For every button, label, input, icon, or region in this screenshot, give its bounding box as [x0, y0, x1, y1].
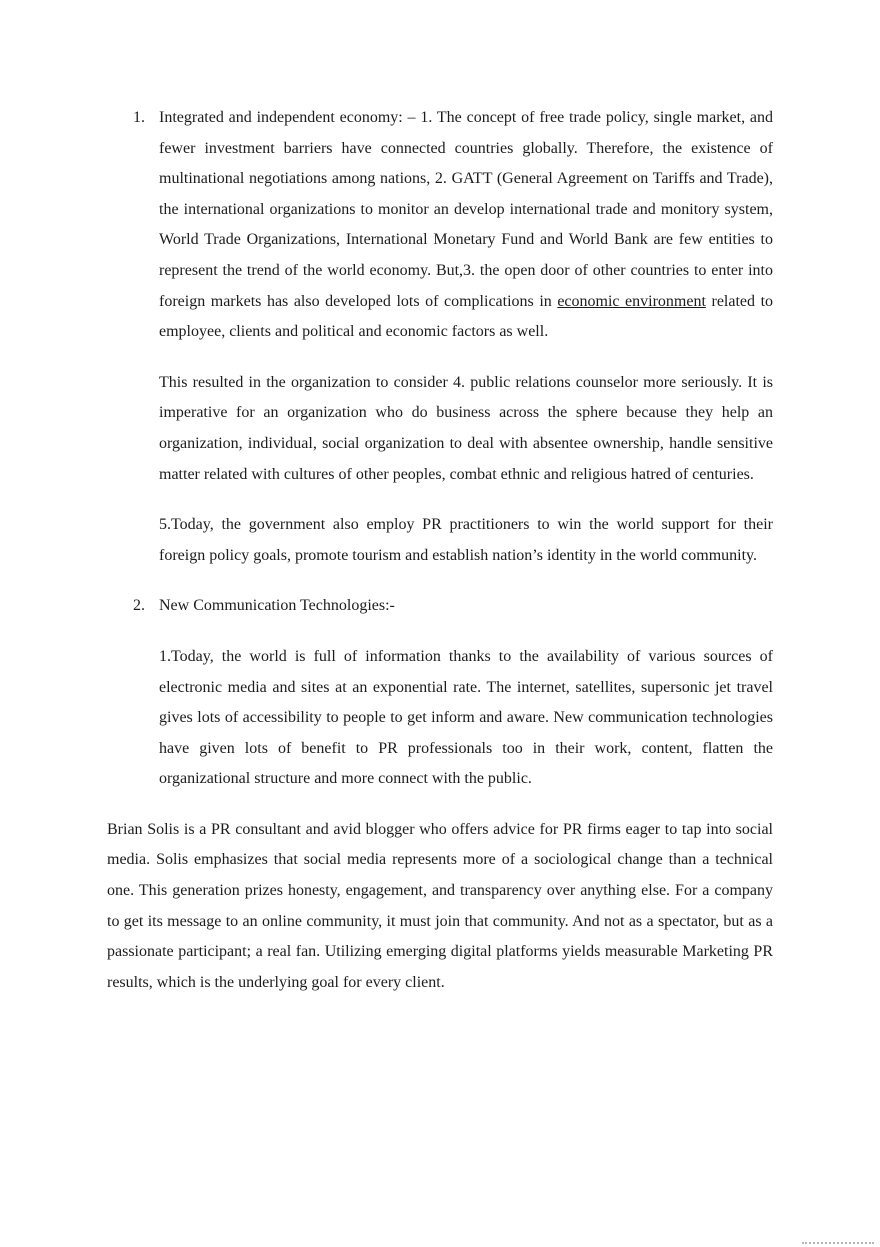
closing-paragraph: Brian Solis is a PR consultant and avid blogger who offers advice for PR firms eager to tap into social media. Solis emphasizes that social media represents more of a sociological change than a technical one. This generation prizes honesty, engagement, and transparency over anything else. For a company to get its message to an online community, it must join that community. And not as a spectator, but as a passionate participant; a real fan. Utilizing emerging digital platforms yields measurable Marketing PR results, which is the underlying goal for every client. — [107, 820, 773, 991]
item-2-heading: New Communication Technologies:- — [159, 597, 395, 615]
item-2-number: 2. — [133, 597, 145, 615]
underlined-term: economic environment — [557, 292, 706, 310]
paragraph-text-before-underline: Integrated and independent economy: – 1. The concept of free trade policy, single market, and fewer investment barriers have connected countries globally. Therefore, the existence of multinational negotiations among nations, 2. GATT (General Agreement on Tariffs and Trade), the international organizations to monitor an develop international trade and monitory system, World Trade Organizations, International Monetary Fund and World Bank are few entities to represent the trend of the world economy. But,3. the open door of other countries to enter into foreign markets has also developed lots of complications in — [159, 109, 773, 310]
item-1-body — [159, 103, 773, 571]
item-2-paragraph-1: 1.Today, the world is full of information thanks to the availability of various sources of electronic media and sites at an exponential rate. The internet, satellites, supersonic jet travel gives lots of accessibility to people to get inform and aware. New communication technologies have given lots of benefit to PR professionals too in their work, content, flatten the organizational structure and more connect with the public. — [159, 647, 773, 788]
paragraph-text-after-underline: related to employee, clients and political and economic factors as well. — [159, 292, 774, 341]
numbered-item-2 — [107, 591, 773, 795]
item-1-paragraph-2: This resulted in the organization to consider 4. public relations counselor more seriously. It is imperative for an organization who do business across the sphere because they help an organization, individual, social organization to deal with absentee ownership, handle sensitive matter related with cultures of other peoples, combat ethnic and religious hatred of centuries. — [159, 373, 773, 483]
item-2-body — [159, 591, 773, 795]
numbered-item-1 — [107, 103, 773, 571]
page-bottom-scan-artifact — [802, 1242, 874, 1244]
item-1-paragraph-3: 5.Today, the government also employ PR practitioners to win the world support for their foreign policy goals, promote tourism and establish nation’s identity in the world community. — [159, 516, 773, 564]
item-1-number: 1. — [133, 109, 145, 126]
item-1-paragraph-1 — [159, 103, 773, 348]
